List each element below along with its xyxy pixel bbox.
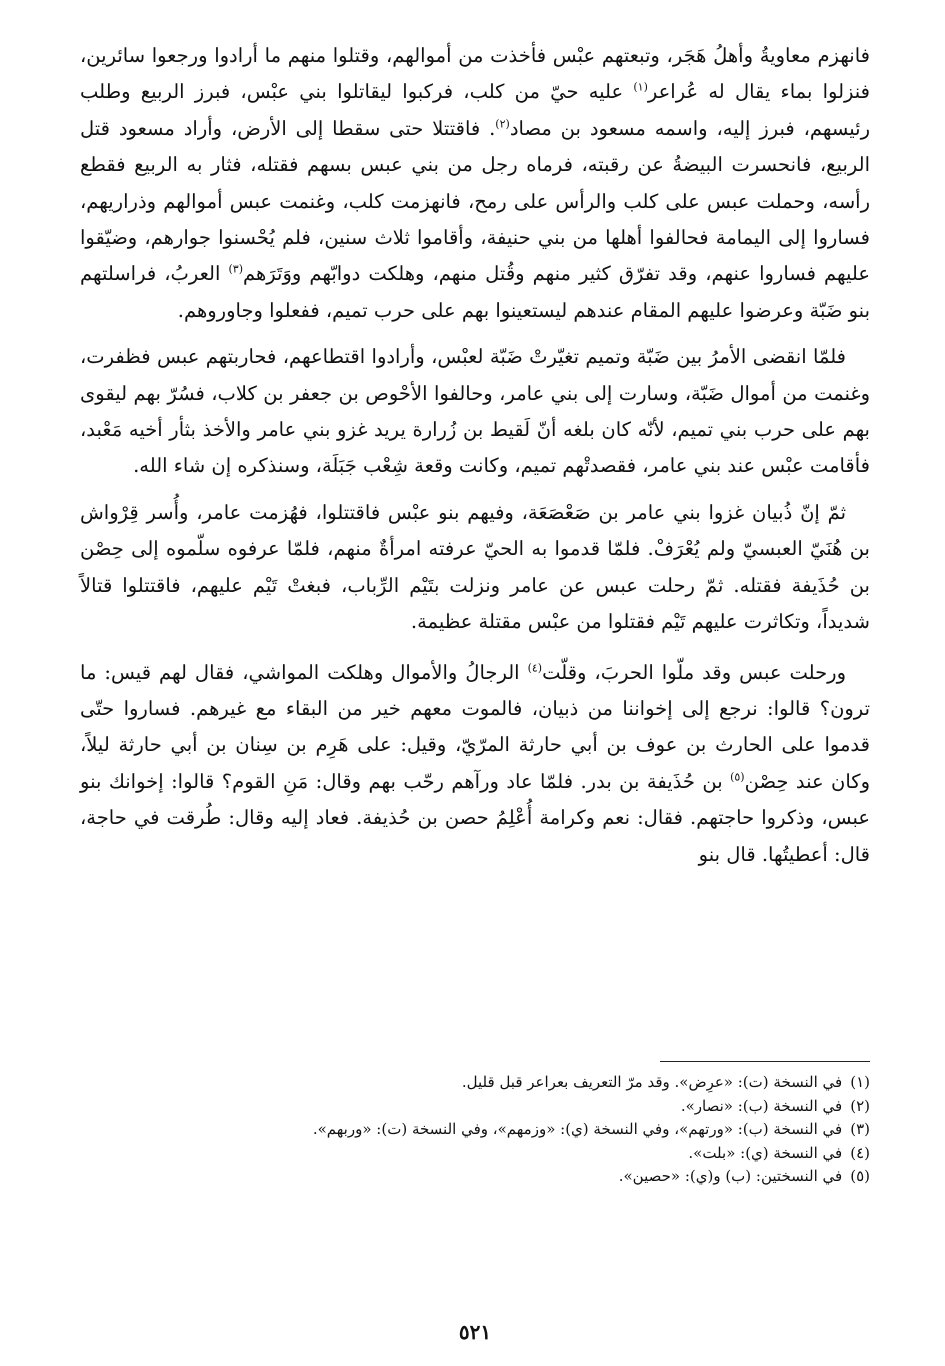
- footnote-number: (٤): [850, 1143, 870, 1162]
- footnotes: [80, 1071, 870, 1189]
- footnote: [80, 1095, 870, 1119]
- footnote-text: في النسخة (ب): «ورتهم»، وفي النسخة (ي): «وزمهم»، وفي النسخة (ت): «وربهم».: [312, 1120, 843, 1138]
- footnote: [80, 1071, 870, 1095]
- footnote: [80, 1142, 870, 1166]
- paragraph-text: عليه حيّ من كلب، فركبوا ليقاتلوا بني عبْس، فبرز الربيع وطلب رئيسهم، فبرز إليه، واسمه مسعود بن مصاد: [80, 80, 870, 140]
- paragraph: [80, 655, 870, 873]
- paragraph-text: بن حُذَيفة بن بدر. فلمّا عاد ورآهم رحّب بهم وقال: مَنِ القوم؟ قالوا: إخوانك بنو عبس، وذكروا حاجتهم. فقال: نعم وكرامة أُعْلِمُ حصن بن حُذيفة. فعاد إليه وقال: طُرقت في حاجة، قال: أعطيتُها. قال بنو: [80, 769, 870, 866]
- footnote: [80, 1165, 870, 1189]
- footnote-ref: (٢): [495, 117, 510, 131]
- paragraph-text: ورحلت عبس وقد ملّوا الحربَ، وقلّت: [542, 660, 846, 684]
- footnote: [80, 1118, 870, 1142]
- footnote-number: (٣): [850, 1120, 870, 1138]
- footnote-number: (١): [850, 1073, 870, 1091]
- footnote-text: في النسخة (ت): «عرِض». وقد مرّ التعريف بعراعر قبل قليل.: [461, 1073, 843, 1091]
- footnote-ref: (١): [633, 80, 648, 94]
- paragraph: [80, 495, 870, 641]
- paragraph: [80, 339, 870, 485]
- paragraph-text: ثمّ إنّ ذُبيان غزوا بني عامر بن صَعْصَعَة، وفيهم بنو عبْس فاقتتلوا، فهُزمت عامر، وأُسر قِرْواش بن هُنَيّ العبسيّ ولم يُعْرَفْ. فلمّا قدموا به الحيّ عرفته امرأةٌ منهم، فلمّا عرفوه سلّموه إلى حِصْن بن حُذَيفة فقتله. ثمّ رحلت عبس عن عامر ونزلت بتَيْم الرِّباب، فبغتْ تَيْم عليهم، فاقتتلوا قتالاً شديداً، وتكاثرت عليهم تَيْم فقتلوا من عبْس مقتلة عظيمة.: [80, 500, 870, 634]
- footnote-text: في النسخة (ي): «بلت».: [688, 1143, 843, 1162]
- footnote-ref: (٤): [527, 661, 543, 674]
- paragraph: [80, 38, 870, 329]
- footnote-text: في النسخة (ب): «نصار».: [680, 1096, 843, 1115]
- book-page: [80, 38, 870, 1344]
- footnote-separator: [660, 1061, 870, 1062]
- footnote-ref: (٥): [730, 770, 745, 784]
- footnote-ref: (٣): [228, 262, 243, 276]
- footnote-text: في النسختين: (ب) و(ي): «حصين».: [618, 1167, 843, 1185]
- footnote-number: (٥): [850, 1167, 870, 1185]
- paragraph-text: فلمّا انقضى الأمرُ بين ضَبّة وتميم تغيّرتْ ضَبّة لعبْس، وأرادوا اقتطاعهم، فحاربتهم عبس فظفرت، وغنمت من أموال ضَبّة، وسارت إلى بني عامر، وحالفوا الأحْوص بن جعفر بن كلاب، فسُرّ بهم ليقوى بهم على حرب بني تميم، لأنّه كان بلغه أنّ لَقيط بن زُرارة يريد غزو بني عامر والأخذ بثأر أخيه مَعْبد، فأقامت عبْس عند بني عامر، فقصدتْهم تميم، وكانت وقعة شِعْب جَبَلَة، وسنذكره إن شاء الله.: [80, 345, 870, 478]
- paragraph-text: العربُ، فراسلتهم بنو ضَبّة وعرضوا عليهم المقام عندهم ليستعينوا بهم على حرب تميم، ففعلوا وجاوروهم.: [80, 262, 870, 322]
- paragraph-text: فانهزم معاويةُ وأهلُ هَجَر، وتبعتهم عبْس فأخذت من أموالهم، وقتلوا منهم ما أرادوا ورجعوا سائرين، فنزلوا بماء يقال له عُراعر: [80, 44, 870, 104]
- footnote-number: (٢): [850, 1096, 870, 1115]
- main-text: [80, 38, 870, 873]
- paragraph-text: الرجالُ والأموال وهلكت المواشي، فقال لهم قيس: ما ترون؟ قالوا: نرجع إلى إخواننا من ذبيان، فالموت معهم خير من البقاء مع غيرهم. فساروا حتّى قدموا على الحارث بن عوف بن أبي حارثة المرّيّ، وقيل: على هَرِم بن سِنان بن أبي حارثة ليلاً، وكان عند حِصْن: [80, 660, 870, 793]
- page-number: ٥٢١: [458, 1320, 492, 1344]
- paragraph-text: . فاقتتلا حتى سقطا إلى الأرض، وأراد مسعود قتل الربيع، فانحسرت البيضةُ عن رقبته، فرماه رجل من بني عبس بسهم فقتله، فثار به الربيع فقطع رأسه، وحملت عبس على كلب والرأس على رمح، فانهزمت كلب، وغنمت عبس أموالهم وذراريهم، فساروا إلى اليمامة فحالفوا أهلها من بني حنيفة، وأقاموا ثلاث سنين، فلم يُحْسنوا جوارهم، وضيّقوا عليهم فساروا عنهم، وقد تفرّق كثير منهم وقُتل منهم، وهلكت دوابّهم ووَتَرَهم: [80, 116, 870, 286]
